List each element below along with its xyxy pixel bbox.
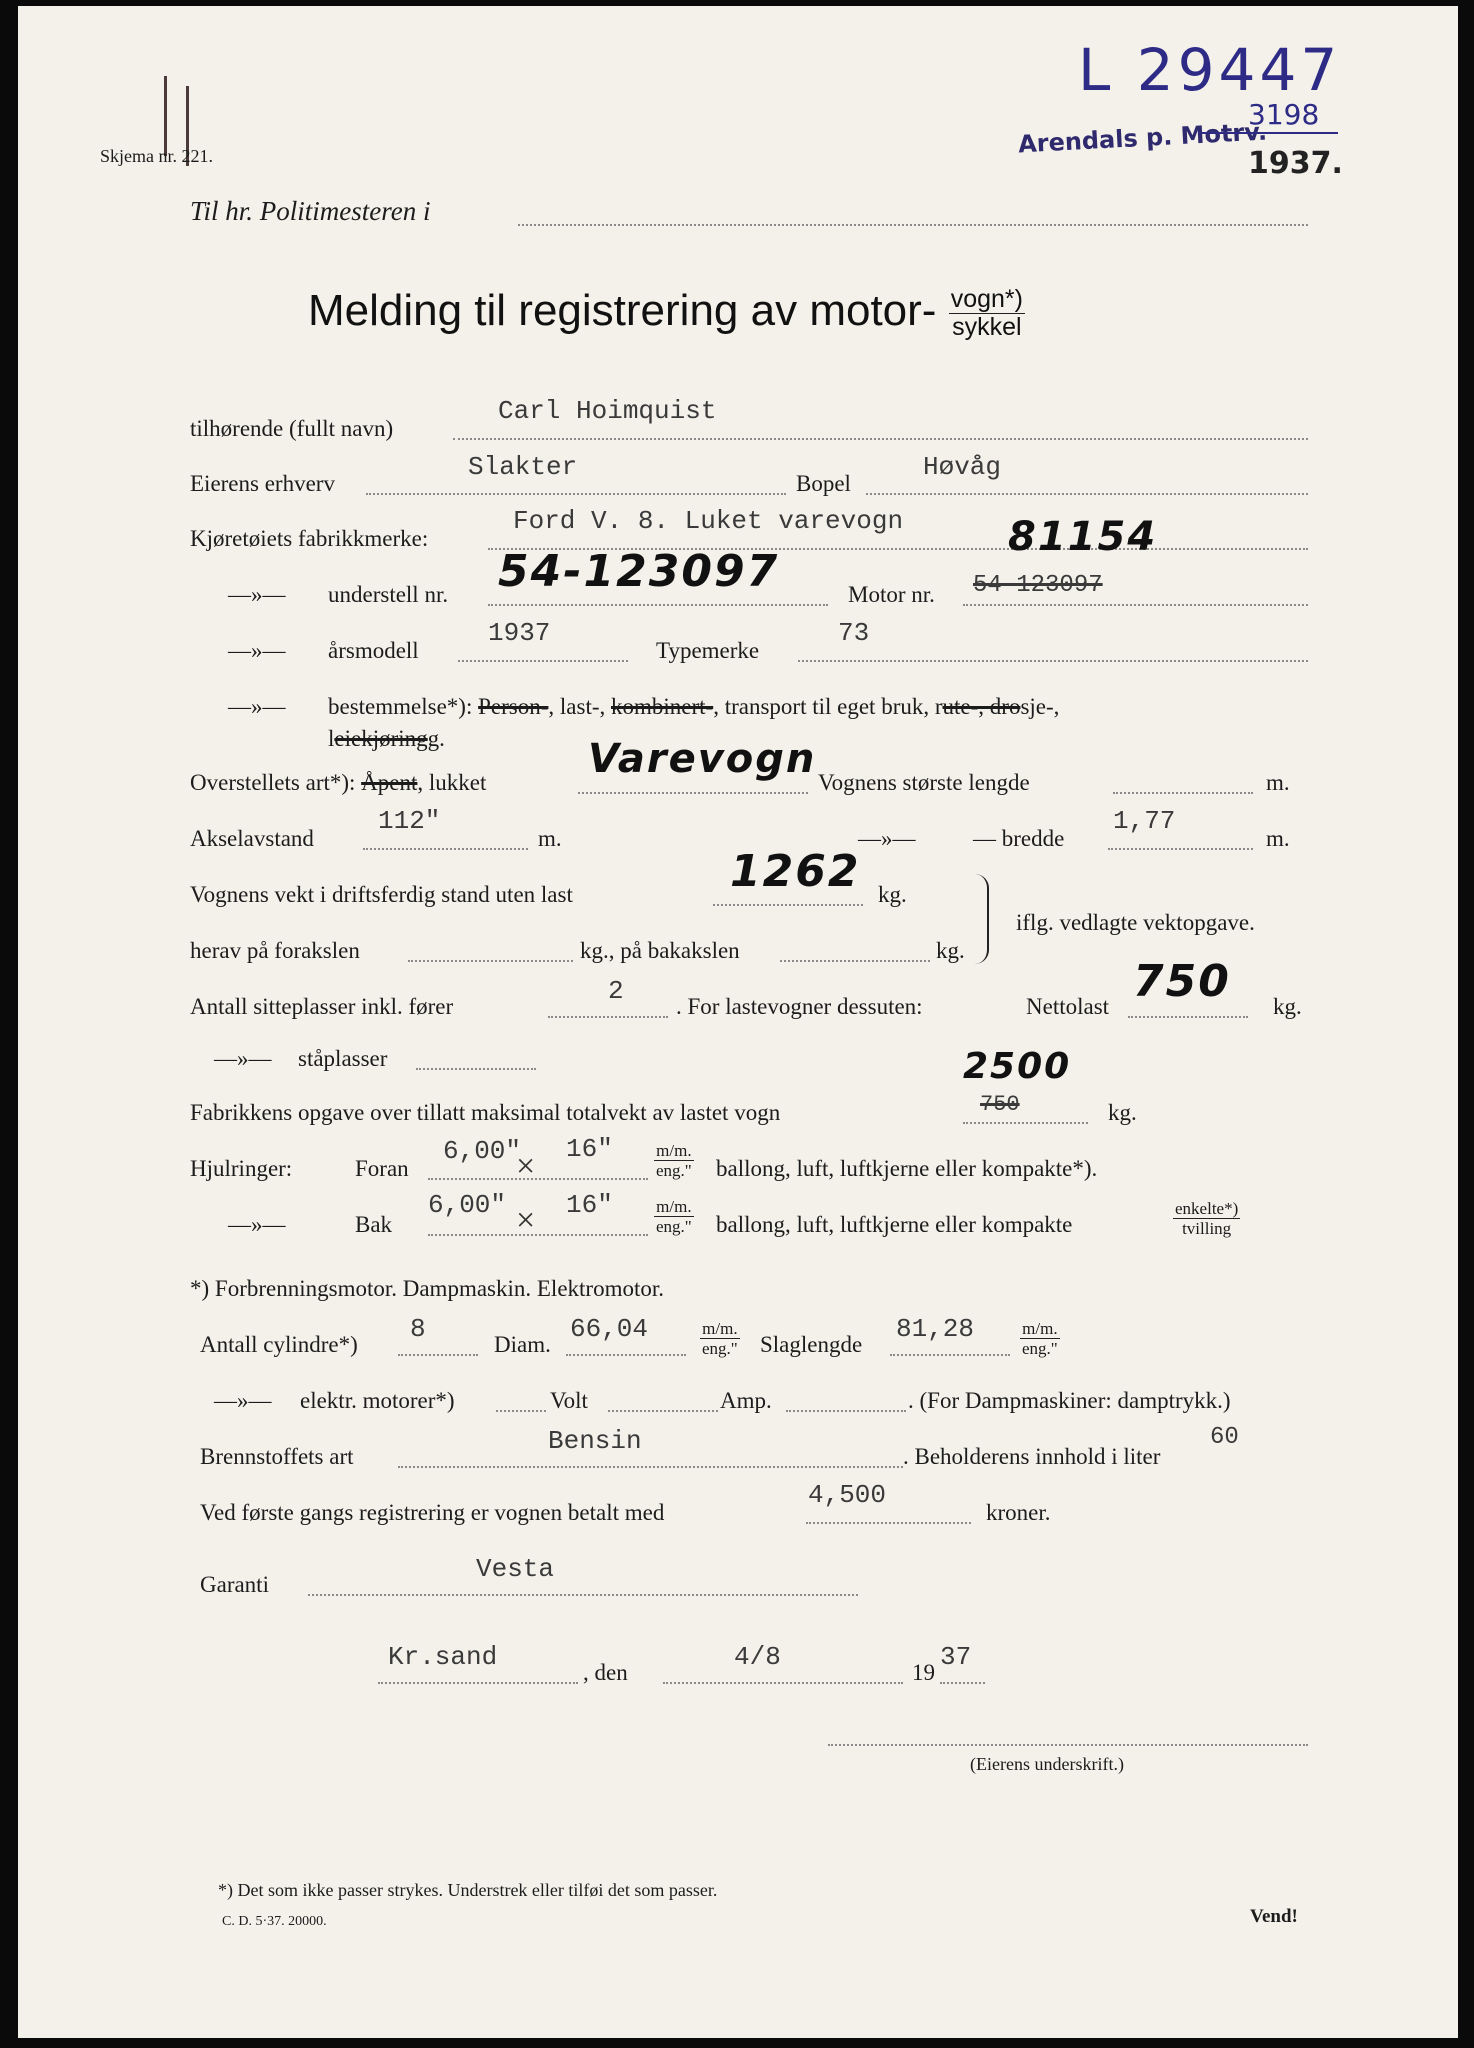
print-code: C. D. 5·37. 20000.: [222, 1914, 327, 1929]
purpose-row-2: [328, 726, 445, 752]
body-label: Overstellets art*):: [190, 770, 356, 795]
max-total-line: [963, 1122, 1088, 1124]
body-row: [190, 770, 486, 796]
purpose-hire-prefix: l: [328, 726, 335, 751]
title-frac-bottom: sykkel: [952, 312, 1022, 341]
wheelbase[interactable]: 112": [378, 806, 441, 836]
payload-label: Nettolast: [1026, 994, 1110, 1019]
front-wheel-diameter[interactable]: 16": [566, 1134, 613, 1164]
max-total-label: Fabrikkens opgave over tillatt maksimal totalvekt av lastet vogn: [190, 1100, 781, 1125]
weight-line: [713, 904, 863, 906]
year-prefix: 19: [912, 1660, 935, 1685]
payload[interactable]: 750: [1133, 956, 1231, 1007]
ditto-electric: —»—: [214, 1388, 272, 1413]
date[interactable]: 4/8: [734, 1642, 781, 1672]
wheelbase-unit: m.: [538, 826, 562, 851]
price-line: [806, 1522, 971, 1524]
rear-unit: [654, 1198, 694, 1235]
year-line: [458, 660, 628, 662]
wheelbase-line: [363, 848, 528, 850]
cylinders[interactable]: 8: [410, 1314, 426, 1344]
single-twin: [1173, 1200, 1240, 1237]
purpose-last: , last-,: [548, 694, 606, 719]
addressee: Til hr. Politimesteren i: [190, 196, 431, 226]
front-unit-top: m/m.: [656, 1141, 692, 1160]
ditto-width: —»—: [858, 826, 916, 851]
type-line: [798, 660, 1308, 662]
title-frac-top: vogn*): [950, 284, 1023, 313]
stroke[interactable]: 81,28: [896, 1314, 975, 1344]
chassis-number[interactable]: 54-123097: [498, 546, 780, 597]
purpose-hire-suffix: g.: [427, 726, 445, 751]
body-type[interactable]: Varevogn: [588, 736, 817, 782]
volt-line: [608, 1410, 718, 1412]
make[interactable]: Ford V. 8. Luket varevogn: [513, 506, 904, 536]
residence-label: Bopel: [796, 471, 851, 496]
cylinders-line: [398, 1354, 478, 1356]
width[interactable]: 1,77: [1113, 806, 1176, 836]
signature-line: [828, 1744, 1308, 1746]
seats-line: [548, 1016, 668, 1018]
stroke-unit-bottom: eng.": [1022, 1339, 1058, 1358]
motor-number-struck: 54-123097: [973, 572, 1103, 599]
diameter[interactable]: 66,04: [570, 1314, 649, 1344]
registration-form: [18, 6, 1458, 2038]
date-line: [663, 1682, 903, 1684]
ditto-year: —»—: [228, 638, 286, 663]
front-unit-bottom: eng.": [656, 1161, 692, 1180]
seats[interactable]: 2: [608, 976, 624, 1006]
rear-unit-top: m/m.: [656, 1197, 692, 1216]
residence[interactable]: Høvåg: [923, 452, 1002, 482]
motor-number[interactable]: 81154: [1008, 514, 1158, 560]
diam-unit: [700, 1320, 740, 1357]
date-label: , den: [583, 1660, 628, 1685]
fuel-label: Brennstoffets art: [200, 1444, 354, 1469]
type-label: Typemerke: [656, 638, 760, 663]
wheels-label: Hjulringer:: [190, 1156, 293, 1181]
front-wheel-width[interactable]: 6,00": [443, 1136, 522, 1166]
rear-axle-line: [780, 960, 930, 962]
motor-line: [963, 604, 1308, 606]
purpose-label: bestemmelse*):: [328, 694, 473, 719]
owner-name-line: [453, 438, 1308, 440]
weight-brace: [973, 874, 989, 964]
make-label: Kjøretøiets fabrikkmerke:: [190, 526, 429, 551]
year-suffix[interactable]: 37: [940, 1642, 972, 1672]
residence-line: [866, 493, 1308, 495]
width-unit: m.: [1266, 826, 1290, 851]
front-tire-types: ballong, luft, luftkjerne eller kompakte*).: [716, 1156, 1098, 1181]
diam-line: [566, 1354, 686, 1356]
insurance-line: [308, 1594, 858, 1596]
type-mark[interactable]: 73: [838, 618, 870, 648]
standing-line: [416, 1068, 536, 1070]
front-axle-line: [408, 960, 573, 962]
tank-label: . Beholderens innhold i liter: [903, 1444, 1161, 1469]
amp-label: Amp.: [720, 1388, 772, 1413]
stroke-unit-top: m/m.: [1022, 1319, 1058, 1338]
truck-label: . For lastevogner dessuten:: [676, 994, 923, 1019]
weight-unit: kg.: [878, 882, 907, 907]
archive-reference: L 29447: [1078, 36, 1342, 104]
purpose-hire: eiekjøring: [334, 726, 428, 751]
chassis-label: understell nr.: [328, 582, 449, 607]
rear-axle-label: kg., på bakakslen: [580, 938, 740, 963]
max-total-unit: kg.: [1108, 1100, 1137, 1125]
purpose-person: Person-: [478, 694, 549, 719]
rear-tire-types: ballong, luft, luftkjerne eller kompakte: [716, 1212, 1073, 1237]
front-wheel-line: [428, 1178, 648, 1180]
twin-label: tvilling: [1182, 1219, 1232, 1238]
owner-name[interactable]: Carl Hoimquist: [498, 396, 717, 426]
motor-label: Motor nr.: [848, 582, 935, 607]
signature-label: (Eierens underskrift.): [970, 1754, 1124, 1774]
stamp-office: Arendals p. Motrv.: [1017, 117, 1268, 159]
place[interactable]: Kr.sand: [388, 1642, 498, 1672]
body-closed-label: , lukket: [417, 770, 487, 795]
standing-label: ståplasser: [298, 1046, 388, 1071]
max-total-struck: 750: [980, 1092, 1020, 1117]
volt-label: Volt: [550, 1388, 588, 1413]
year-label: årsmodell: [328, 638, 419, 663]
diam-label: Diam.: [494, 1332, 551, 1357]
footnote: *) Det som ikke passer strykes. Understrek eller tilføi det som passer.: [218, 1880, 718, 1900]
fuel-line: [398, 1466, 903, 1468]
front-times-icon: ×: [516, 1148, 536, 1185]
electric-line: [496, 1410, 546, 1412]
ditto-purpose: —»—: [228, 694, 286, 719]
owner-name-label: tilhørende (fullt navn): [190, 416, 394, 441]
diam-unit-top: m/m.: [702, 1319, 738, 1338]
rear-wheel-label: Bak: [355, 1212, 393, 1237]
weight-note: iflg. vedlagte vektopgave.: [1016, 910, 1255, 935]
payload-line: [1128, 1016, 1248, 1018]
amp-line: [786, 1410, 906, 1412]
addressee-line: [518, 224, 1308, 226]
insurance-label: Garanti: [200, 1572, 269, 1597]
cylinders-label: Antall cylindre*): [200, 1332, 358, 1357]
ditto-rear: —»—: [228, 1212, 286, 1237]
occupation[interactable]: Slakter: [468, 452, 578, 482]
wheelbase-label: Akselavstand: [190, 826, 314, 851]
purpose-row: [328, 694, 1059, 720]
occupation-label: Eierens erhverv: [190, 471, 335, 496]
max-length-label: Vognens største lengde: [818, 770, 1030, 795]
ditto-chassis: —»—: [228, 582, 286, 607]
electric-label: elektr. motorer*): [300, 1388, 455, 1413]
body-line: [578, 792, 808, 794]
insurance[interactable]: Vesta: [476, 1554, 555, 1584]
max-total[interactable]: 2500: [963, 1046, 1072, 1087]
purpose-own-transport: , transport til eget bruk,: [713, 694, 930, 719]
price-label: Ved første gangs registrering er vognen betalt med: [200, 1500, 665, 1525]
diam-unit-bottom: eng.": [702, 1339, 738, 1358]
front-unit: [654, 1142, 694, 1179]
payload-unit: kg.: [1273, 994, 1302, 1019]
sign-year-line: [940, 1682, 985, 1684]
fuel[interactable]: Bensin: [548, 1426, 642, 1456]
title-vehicle-type: [949, 284, 1025, 341]
stroke-unit: [1020, 1320, 1060, 1357]
width-line: [1108, 848, 1253, 850]
seats-label: Antall sitteplasser inkl. fører: [190, 994, 454, 1019]
form-title: [308, 286, 1025, 340]
max-length-unit: m.: [1266, 770, 1290, 795]
form-number: Skjema nr. 221.: [100, 146, 213, 166]
purpose-route-suffix: sje-,: [1020, 694, 1060, 719]
purpose-combined: kombinert-: [611, 694, 714, 719]
rear-wheel-width[interactable]: 6,00": [428, 1190, 507, 1220]
price[interactable]: 4,500: [808, 1480, 887, 1510]
occupation-line: [366, 493, 786, 495]
price-unit: kroner.: [986, 1500, 1051, 1525]
front-axle-label: herav på forakslen: [190, 938, 360, 963]
ditto-standing: —»—: [214, 1046, 272, 1071]
purpose-route: ute-, dro: [942, 694, 1021, 719]
front-wheel-label: Foran: [355, 1156, 409, 1181]
stamp-number: 3198: [1248, 98, 1320, 131]
steam-note: . (For Dampmaskiner: damptrykk.): [908, 1388, 1231, 1413]
width-label: — bredde: [973, 826, 1065, 851]
stroke-label: Slaglengde: [760, 1332, 863, 1357]
rear-wheel-diameter[interactable]: 16": [566, 1190, 613, 1220]
rear-wheel-line: [428, 1234, 648, 1236]
model-year[interactable]: 1937: [488, 618, 551, 648]
stamp-underline: [1198, 132, 1338, 134]
turn-page: Vend!: [1250, 1906, 1298, 1927]
weight-label: Vognens vekt i driftsferdig stand uten last: [190, 882, 573, 907]
title-main: Melding til registrering av motor-: [308, 286, 937, 335]
max-length-line: [1113, 792, 1253, 794]
rear-unit-bottom: eng.": [656, 1217, 692, 1236]
stamp-year: 1937.: [1248, 146, 1343, 181]
tank[interactable]: 60: [1210, 1424, 1239, 1451]
chassis-line: [488, 604, 828, 606]
rear-times-icon: ×: [516, 1202, 536, 1239]
stroke-line: [890, 1354, 1010, 1356]
rear-axle-unit: kg.: [936, 938, 965, 963]
purpose-route-prefix: r: [934, 694, 943, 719]
weight[interactable]: 1262: [730, 846, 861, 897]
body-open: Åpent: [361, 770, 418, 795]
place-line: [378, 1682, 578, 1684]
single-label: enkelte*): [1175, 1199, 1239, 1218]
engine-types: *) Forbrenningsmotor. Dampmaskin. Elektromotor.: [190, 1276, 665, 1301]
